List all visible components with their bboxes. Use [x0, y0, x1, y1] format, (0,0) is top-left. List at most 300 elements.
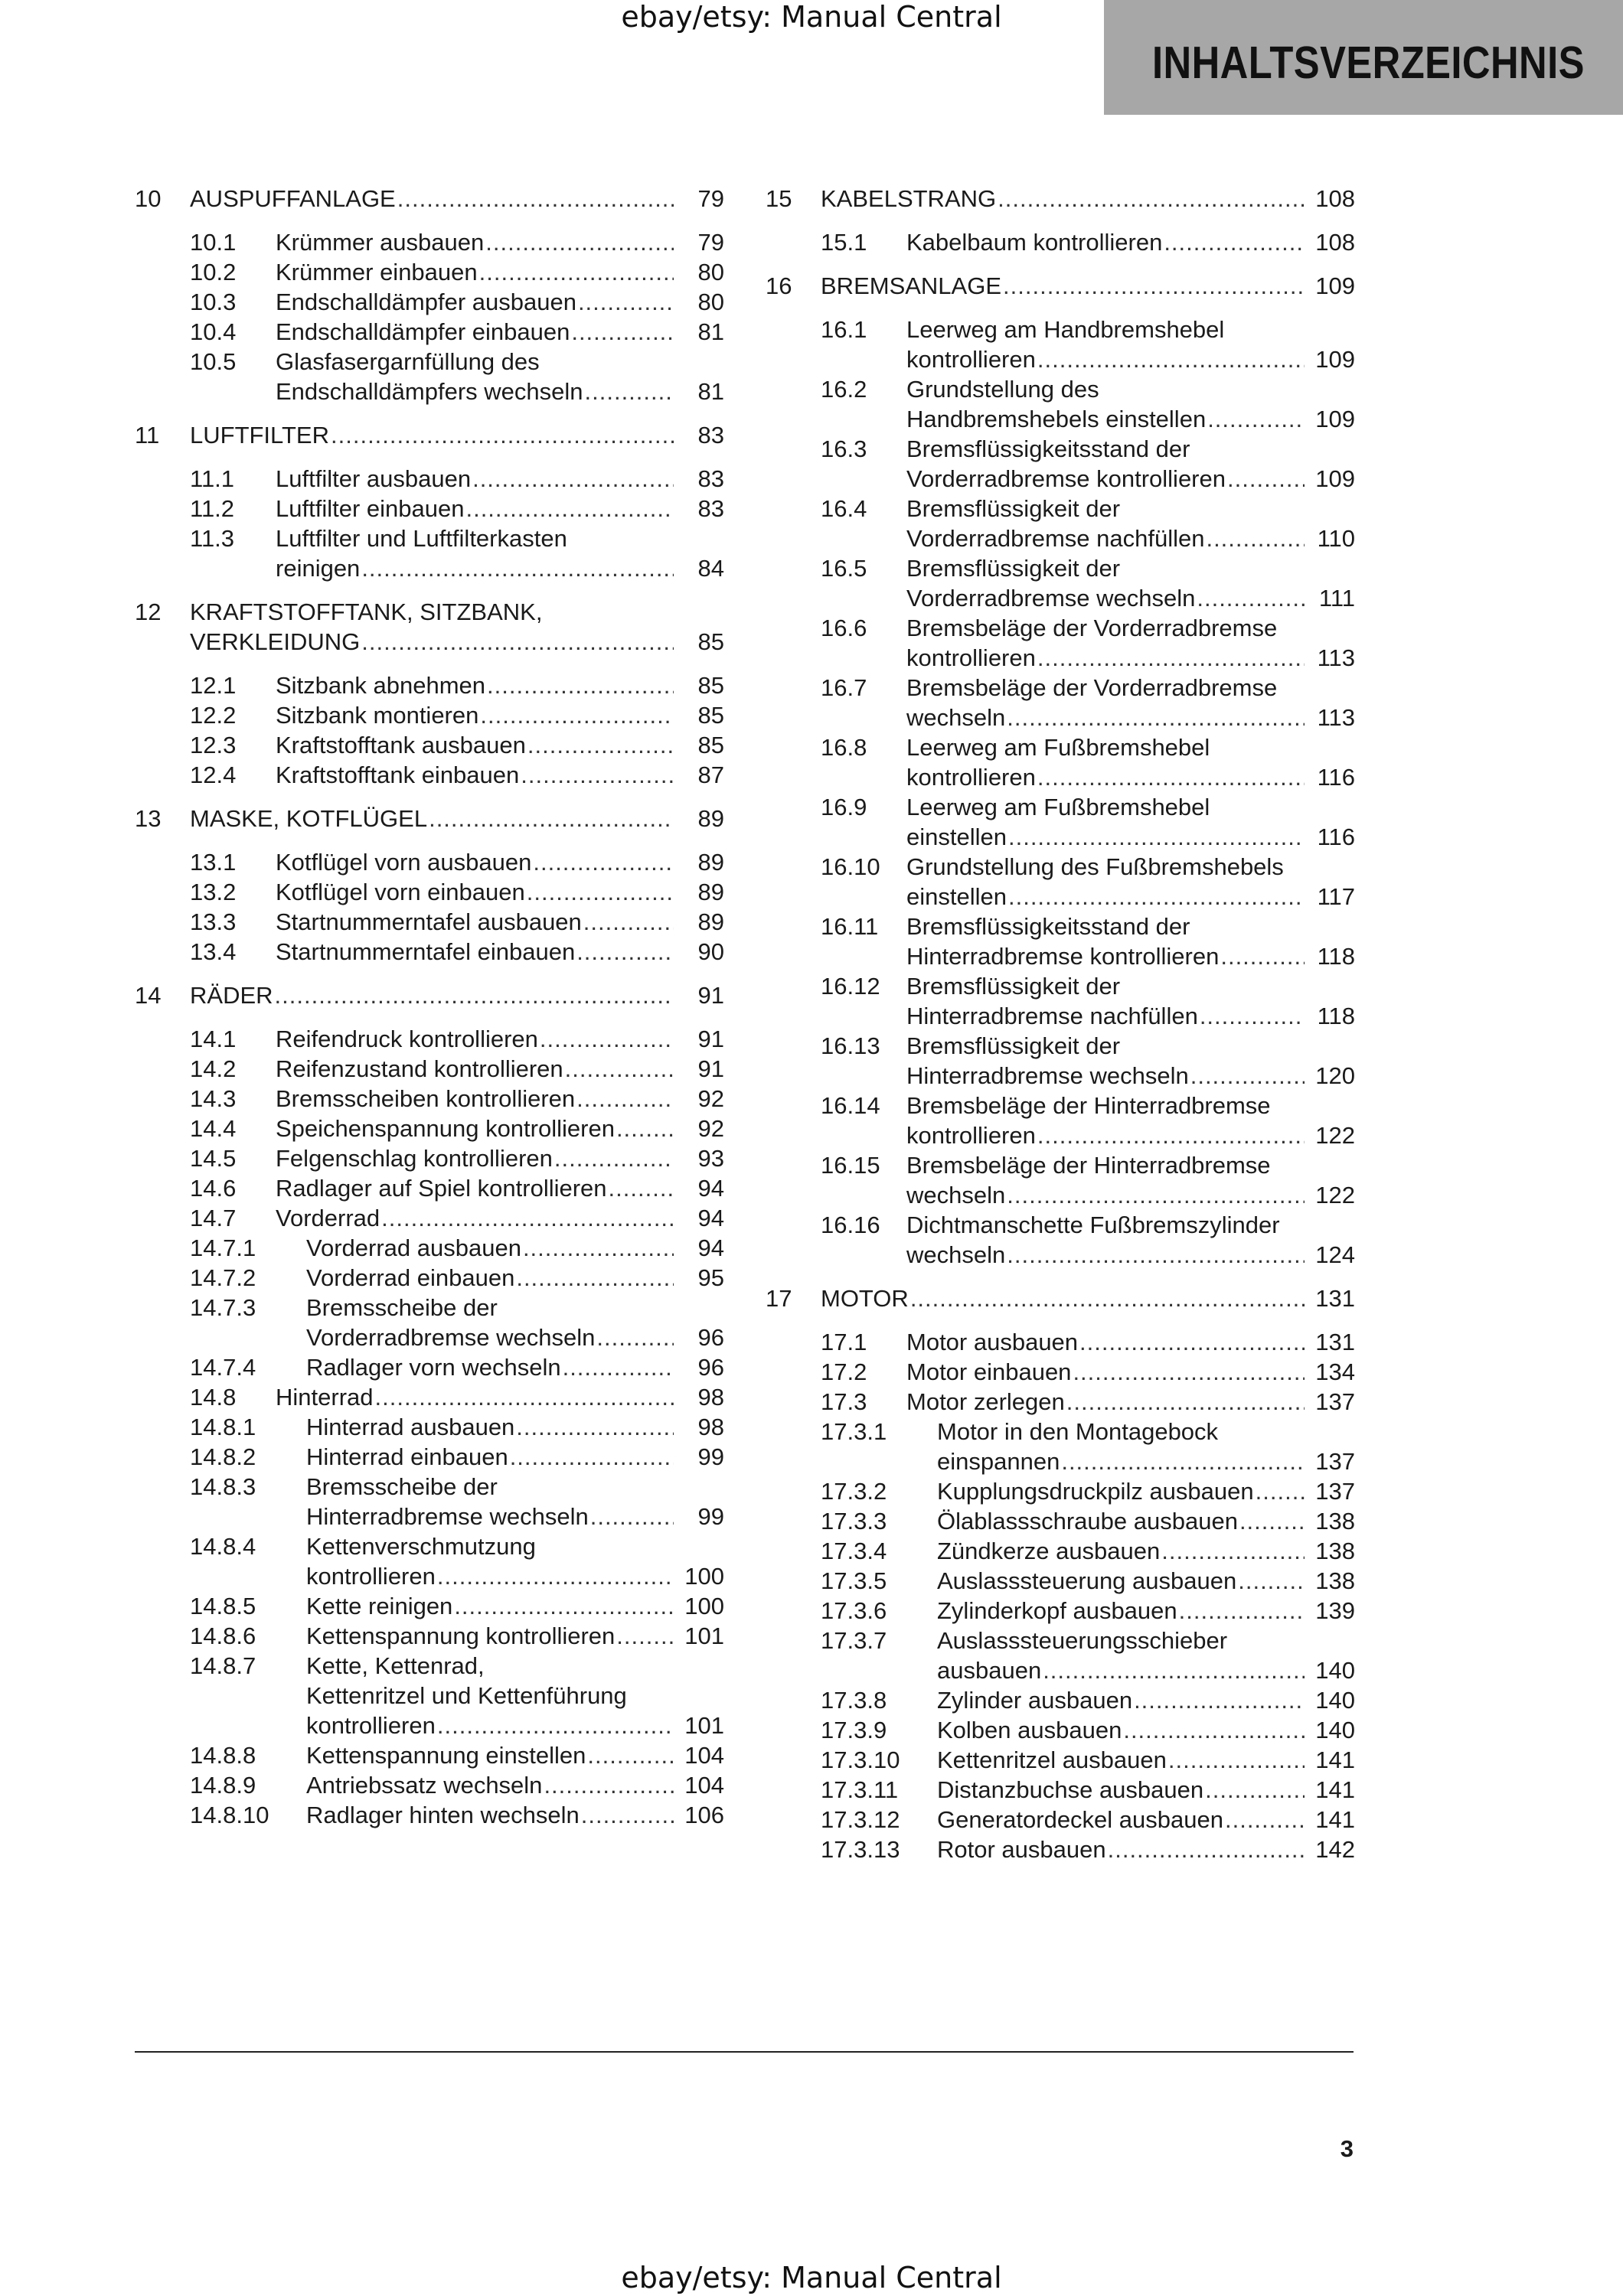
- toc-entry-title: MASKE, KOTFLÜGEL: [190, 805, 428, 832]
- dot-leader: [571, 317, 674, 347]
- page-number: 3: [1340, 2135, 1354, 2162]
- toc-entry-title: Bremsflüssigkeit der: [906, 495, 1121, 522]
- dot-leader: [578, 287, 674, 317]
- toc-entry-number: 10.1: [190, 229, 237, 256]
- toc-entry-number: 16.4: [821, 495, 867, 522]
- toc-entry-title: Grundstellung des: [906, 376, 1099, 403]
- dot-leader: [590, 1502, 674, 1531]
- toc-entry-title: kontrollieren: [906, 1122, 1036, 1149]
- toc-page-number: 118: [1317, 943, 1355, 970]
- toc-entry[interactable]: [135, 1084, 724, 1114]
- dot-leader: [563, 1352, 674, 1382]
- toc-page-number: 104: [684, 1772, 724, 1799]
- toc-entry-title: Vorderradbremse wechseln: [906, 585, 1196, 612]
- toc-page-number: 85: [697, 732, 724, 758]
- toc-entry-title: KABELSTRANG: [821, 185, 997, 212]
- toc-page-number: 89: [697, 908, 724, 935]
- dot-leader: [1256, 1476, 1305, 1506]
- toc-entry[interactable]: [135, 1651, 724, 1740]
- toc-entry-number: 15.1: [821, 229, 867, 256]
- dot-leader: [375, 1382, 674, 1412]
- toc-entry[interactable]: [135, 317, 724, 347]
- toc-entry[interactable]: [766, 494, 1355, 553]
- toc-entry[interactable]: [766, 1835, 1355, 1864]
- toc-section[interactable]: [135, 804, 724, 833]
- toc-column-right: [766, 184, 1355, 1864]
- toc-page-number: 131: [1315, 1329, 1355, 1355]
- toc-entry-title: Zylinder ausbauen: [937, 1687, 1133, 1714]
- toc-entry[interactable]: [766, 1536, 1355, 1566]
- toc-entry[interactable]: [135, 670, 724, 700]
- toc-page-number: 106: [684, 1802, 724, 1828]
- toc-entry-number: 12.4: [190, 762, 237, 788]
- toc-entry[interactable]: [766, 1031, 1355, 1091]
- toc-page-number: 108: [1315, 185, 1355, 212]
- toc-entry-title: Zylinderkopf ausbauen: [937, 1597, 1177, 1624]
- dot-leader: [429, 804, 674, 833]
- toc-section[interactable]: [135, 184, 724, 214]
- toc-entry-number: 17.3.8: [821, 1687, 887, 1714]
- toc-page-number: 137: [1315, 1478, 1355, 1505]
- toc-entry-title: Hinterradbremse wechseln: [306, 1503, 589, 1530]
- toc-page-number: 96: [697, 1324, 724, 1351]
- toc-page-number: 117: [1317, 883, 1355, 910]
- toc-entry-title: Hinterradbremse wechseln: [906, 1062, 1189, 1089]
- toc-entry[interactable]: [135, 730, 724, 760]
- toc-entry[interactable]: [135, 1143, 724, 1173]
- toc-entry[interactable]: [135, 1263, 724, 1293]
- toc-entry[interactable]: [135, 1621, 724, 1651]
- toc-entry[interactable]: [766, 1357, 1355, 1387]
- dot-leader: [480, 700, 674, 730]
- dot-leader: [437, 1711, 674, 1740]
- toc-page-number: 139: [1315, 1597, 1355, 1624]
- toc-entry-title: wechseln: [906, 704, 1006, 731]
- dot-leader: [576, 937, 674, 967]
- dot-leader: [1008, 822, 1305, 852]
- toc-entry-title: Hinterradbremse kontrollieren: [906, 943, 1220, 970]
- toc-page-number: 111: [1318, 585, 1355, 612]
- dot-leader: [472, 464, 674, 494]
- page-title: INHALTSVERZEICHNIS: [1152, 38, 1585, 88]
- dot-leader: [521, 760, 674, 790]
- toc-entry[interactable]: [766, 553, 1355, 613]
- toc-entry-title: Bremsflüssigkeit der: [906, 1032, 1121, 1059]
- dot-leader: [527, 730, 674, 760]
- dot-leader: [1008, 882, 1305, 912]
- toc-entry[interactable]: [135, 1531, 724, 1591]
- toc-entry-number: 10.2: [190, 259, 237, 285]
- toc-entry-title: Radlager hinten wechseln: [306, 1802, 580, 1828]
- toc-page-number: 120: [1315, 1062, 1355, 1089]
- toc-entry[interactable]: [135, 1591, 724, 1621]
- dot-leader: [454, 1591, 674, 1621]
- toc-entry-title: LUFTFILTER: [190, 422, 329, 448]
- toc-entry[interactable]: [766, 1566, 1355, 1596]
- dot-leader: [485, 227, 674, 257]
- toc-page-number: 98: [697, 1414, 724, 1440]
- toc-entry[interactable]: [135, 1233, 724, 1263]
- toc-entry[interactable]: [135, 1800, 724, 1830]
- toc-page-number: 104: [684, 1742, 724, 1769]
- toc-entry-title: reinigen: [276, 555, 361, 582]
- toc-entry-title: KRAFTSTOFFTANK, SITZBANK,: [190, 598, 543, 625]
- dot-leader: [587, 1740, 674, 1770]
- dot-leader: [576, 1084, 674, 1114]
- toc-entry[interactable]: [766, 1476, 1355, 1506]
- dot-leader: [1123, 1715, 1305, 1745]
- toc-entry[interactable]: [766, 792, 1355, 852]
- toc-entry[interactable]: [135, 1352, 724, 1382]
- dot-leader: [1220, 941, 1305, 971]
- toc-entry[interactable]: [766, 1596, 1355, 1626]
- toc-entry-number: 17.3.7: [821, 1627, 887, 1654]
- toc-entry-title: Motor einbauen: [906, 1358, 1072, 1385]
- toc-entry[interactable]: [766, 1417, 1355, 1476]
- toc-section[interactable]: [135, 597, 724, 657]
- toc-entry-title: Felgenschlag kontrollieren: [276, 1145, 553, 1172]
- toc-entry[interactable]: [135, 494, 724, 523]
- toc-entry[interactable]: [135, 1203, 724, 1233]
- toc-entry-title: Glasfasergarnfüllung des: [276, 348, 540, 375]
- toc-entry-title: Luftfilter ausbauen: [276, 465, 472, 492]
- toc-page-number: 141: [1315, 1806, 1355, 1833]
- toc-entry-title: AUSPUFFANLAGE: [190, 185, 396, 212]
- toc-page-number: 92: [697, 1115, 724, 1142]
- toc-entry-number: 16.11: [821, 913, 879, 940]
- toc-entry[interactable]: [135, 1442, 724, 1472]
- toc-entry-title: BREMSANLAGE: [821, 272, 1002, 299]
- toc-page-number: 80: [697, 259, 724, 285]
- toc-entry[interactable]: [135, 1024, 724, 1054]
- toc-page-number: 89: [697, 805, 724, 832]
- dot-leader: [1164, 227, 1305, 257]
- toc-entry-title: Kraftstofftank ausbauen: [276, 732, 526, 758]
- toc-entry[interactable]: [766, 1091, 1355, 1150]
- toc-entry-number: 14.7.3: [190, 1294, 256, 1321]
- toc-entry-number: 17.3.10: [821, 1746, 900, 1773]
- toc-entry[interactable]: [135, 1114, 724, 1143]
- toc-entry-number: 14.5: [190, 1145, 237, 1172]
- dot-leader: [1037, 643, 1305, 673]
- toc-entry-title: Bremsflüssigkeit der: [906, 973, 1121, 1000]
- dot-leader: [1206, 523, 1305, 553]
- toc-page-number: 101: [684, 1712, 724, 1739]
- toc-page-number: 79: [697, 185, 724, 212]
- toc-entry-number: 11.3: [190, 525, 235, 552]
- toc-entry[interactable]: [766, 1150, 1355, 1210]
- toc-entry-title: wechseln: [906, 1241, 1006, 1268]
- toc-page-number: 141: [1315, 1746, 1355, 1773]
- toc-entry[interactable]: [135, 1740, 724, 1770]
- dot-leader: [437, 1561, 674, 1591]
- toc-entry-number: 17.3.9: [821, 1717, 887, 1743]
- toc-page-number: 91: [697, 1055, 724, 1082]
- dot-leader: [275, 980, 674, 1010]
- toc-page-number: 91: [697, 982, 724, 1009]
- toc-page-number: 109: [1315, 465, 1355, 492]
- toc-entry-number: 17.3.4: [821, 1538, 887, 1564]
- toc-entry-number: 14.2: [190, 1055, 237, 1082]
- toc-entry-number: 16.1: [821, 316, 867, 343]
- toc-entry-title: Handbremshebels einstellen: [906, 406, 1207, 432]
- toc-entry-title: Ölablassschraube ausbauen: [937, 1508, 1238, 1534]
- toc-entry[interactable]: [766, 1745, 1355, 1775]
- dot-leader: [527, 877, 674, 907]
- toc-entry[interactable]: [135, 1382, 724, 1412]
- toc-page-number: 137: [1315, 1448, 1355, 1475]
- toc-entry[interactable]: [135, 1293, 724, 1352]
- toc-entry-title: Vorderradbremse kontrollieren: [906, 465, 1226, 492]
- toc-entry[interactable]: [766, 732, 1355, 792]
- toc-column-left: [135, 184, 724, 1830]
- toc-page-number: 96: [697, 1354, 724, 1381]
- toc-entry-number: 17.3.11: [821, 1776, 899, 1803]
- toc-page-number: 109: [1315, 272, 1355, 299]
- toc-entry[interactable]: [135, 523, 724, 583]
- toc-entry[interactable]: [766, 1327, 1355, 1357]
- toc-entry[interactable]: [135, 760, 724, 790]
- toc-section[interactable]: [766, 271, 1355, 301]
- toc-page-number: 140: [1315, 1687, 1355, 1714]
- toc-entry[interactable]: [135, 907, 724, 937]
- toc-entry[interactable]: [135, 847, 724, 877]
- toc-entry-number: 16.15: [821, 1152, 880, 1179]
- dot-leader: [565, 1054, 674, 1084]
- toc-entry-title: kontrollieren: [906, 346, 1036, 373]
- dot-leader: [1073, 1357, 1305, 1387]
- toc-entry-title: Kupplungsdruckpilz ausbauen: [937, 1478, 1254, 1505]
- toc-entry[interactable]: [766, 1506, 1355, 1536]
- dot-leader: [510, 1442, 674, 1472]
- toc-page-number: 99: [697, 1443, 724, 1470]
- toc-section[interactable]: [135, 980, 724, 1010]
- toc-entry-title: Auslasssteuerung ausbauen: [937, 1567, 1237, 1594]
- toc-page-number: 98: [697, 1384, 724, 1411]
- toc-entry-title: Vorderradbremse nachfüllen: [906, 525, 1205, 552]
- toc-entry[interactable]: [135, 287, 724, 317]
- toc-entry-title: Reifendruck kontrollieren: [276, 1026, 538, 1052]
- toc-entry[interactable]: [766, 1715, 1355, 1745]
- toc-entry-title: Bremsflüssigkeit der: [906, 555, 1121, 582]
- toc-entry-title: Hinterrad: [276, 1384, 374, 1411]
- toc-entry-title: Bremsbeläge der Vorderradbremse: [906, 615, 1278, 641]
- toc-entry-title: Vorderrad einbauen: [306, 1264, 515, 1291]
- toc-section[interactable]: [766, 1283, 1355, 1313]
- toc-entry-number: 16.10: [821, 853, 880, 880]
- toc-page-number: 83: [697, 465, 724, 492]
- toc-entry[interactable]: [766, 613, 1355, 673]
- toc-entry-title: Vorderradbremse wechseln: [306, 1324, 596, 1351]
- toc-entry[interactable]: [766, 1210, 1355, 1270]
- toc-entry-number: 16.7: [821, 674, 867, 701]
- toc-entry-number: 14.3: [190, 1085, 237, 1112]
- toc-page-number: 113: [1317, 704, 1355, 731]
- toc-entry-title: VERKLEIDUNG: [190, 628, 361, 655]
- toc-entry-title: kontrollieren: [306, 1563, 436, 1590]
- toc-entry-title: Motor zerlegen: [906, 1388, 1065, 1415]
- dot-leader: [1066, 1387, 1305, 1417]
- toc-page-number: 137: [1315, 1388, 1355, 1415]
- toc-entry-title: Motor ausbauen: [906, 1329, 1079, 1355]
- dot-leader: [1043, 1655, 1305, 1685]
- toc-entry-number: 10.5: [190, 348, 237, 375]
- toc-page-number: 100: [684, 1593, 724, 1619]
- toc-entry-title: Kabelbaum kontrollieren: [906, 229, 1163, 256]
- toc-entry-number: 16.14: [821, 1092, 880, 1119]
- toc-entry[interactable]: [766, 1805, 1355, 1835]
- dot-leader: [465, 494, 674, 523]
- toc-entry-number: 11: [135, 422, 160, 448]
- toc-entry[interactable]: [135, 1770, 724, 1800]
- dot-leader: [1225, 1805, 1305, 1835]
- toc-entry-number: 14.8.5: [190, 1593, 256, 1619]
- toc-entry-title: Dichtmanschette Fußbremszylinder: [906, 1212, 1280, 1238]
- toc-entry[interactable]: [135, 1412, 724, 1442]
- dot-leader: [1007, 1240, 1305, 1270]
- toc-entry-number: 16.16: [821, 1212, 880, 1238]
- toc-entry[interactable]: [766, 912, 1355, 971]
- toc-page-number: 83: [697, 422, 724, 448]
- toc-entry-title: Generatordeckel ausbauen: [937, 1806, 1223, 1833]
- dot-leader: [544, 1770, 674, 1800]
- dot-leader: [1190, 1061, 1305, 1091]
- toc-entry-title: Startnummerntafel einbauen: [276, 938, 576, 965]
- toc-entry-number: 14.8.7: [190, 1652, 256, 1679]
- dot-leader: [616, 1114, 674, 1143]
- toc-page-number: 138: [1315, 1538, 1355, 1564]
- toc-entry-number: 16.3: [821, 435, 867, 462]
- toc-entry[interactable]: [135, 464, 724, 494]
- toc-entry[interactable]: [135, 700, 724, 730]
- toc-page-number: 89: [697, 849, 724, 876]
- toc-entry-number: 14.8.6: [190, 1623, 256, 1649]
- toc-entry-title: Endschalldämpfer einbauen: [276, 318, 570, 345]
- toc-page-number: 134: [1315, 1358, 1355, 1385]
- dot-leader: [554, 1143, 674, 1173]
- toc-entry[interactable]: [135, 1173, 724, 1203]
- toc-entry-title: Kettenritzel und Kettenführung: [306, 1682, 627, 1709]
- toc-entry[interactable]: [135, 227, 724, 257]
- toc-entry-title: Bremsscheibe der: [306, 1294, 498, 1321]
- dot-leader: [1037, 762, 1305, 792]
- toc-entry[interactable]: [766, 852, 1355, 912]
- dot-leader: [581, 1800, 674, 1830]
- toc-entry[interactable]: [135, 257, 724, 287]
- toc-page-number: 95: [697, 1264, 724, 1291]
- toc-entry[interactable]: [766, 1775, 1355, 1805]
- toc-entry-title: einstellen: [906, 883, 1007, 910]
- toc-entry[interactable]: [135, 1054, 724, 1084]
- toc-entry-number: 16.6: [821, 615, 867, 641]
- toc-entry[interactable]: [135, 347, 724, 406]
- toc-entry[interactable]: [135, 877, 724, 907]
- toc-entry-title: Krümmer einbauen: [276, 259, 478, 285]
- dot-leader: [616, 1621, 674, 1651]
- toc-page-number: 138: [1315, 1508, 1355, 1534]
- toc-page-number: 91: [697, 1026, 724, 1052]
- dot-leader: [1003, 271, 1305, 301]
- toc-entry-title: Luftfilter einbauen: [276, 495, 465, 522]
- toc-page-number: 140: [1315, 1717, 1355, 1743]
- toc-entry[interactable]: [766, 227, 1355, 257]
- toc-entry-number: 17.1: [821, 1329, 867, 1355]
- toc-section[interactable]: [766, 184, 1355, 214]
- dot-leader: [1207, 404, 1305, 434]
- toc-page-number: 83: [697, 495, 724, 522]
- watermark-top: ebay/etsy: Manual Central: [621, 0, 1002, 34]
- dot-leader: [1205, 1775, 1305, 1805]
- toc-page-number: 110: [1317, 525, 1355, 552]
- toc-entry-title: kontrollieren: [906, 644, 1036, 671]
- dot-leader: [523, 1233, 674, 1263]
- dot-leader: [609, 1173, 674, 1203]
- toc-entry-title: Zündkerze ausbauen: [937, 1538, 1161, 1564]
- toc-page-number: 122: [1315, 1122, 1355, 1149]
- toc-entry[interactable]: [766, 1387, 1355, 1417]
- toc-entry-title: Kettenspannung kontrollieren: [306, 1623, 616, 1649]
- dot-leader: [516, 1412, 674, 1442]
- toc-entry[interactable]: [135, 1472, 724, 1531]
- toc-page-number: 81: [697, 318, 724, 345]
- toc-entry-title: Leerweg am Handbremshebel: [906, 316, 1225, 343]
- dot-leader: [1037, 1120, 1305, 1150]
- dot-leader: [1161, 1536, 1305, 1566]
- toc-entry-title: Speichenspannung kontrollieren: [276, 1115, 615, 1142]
- toc-page-number: 85: [697, 672, 724, 699]
- toc-entry-title: Vorderrad: [276, 1205, 380, 1231]
- toc-page-number: 142: [1315, 1836, 1355, 1863]
- toc-page-number: 116: [1317, 823, 1355, 850]
- toc-page-number: 109: [1315, 346, 1355, 373]
- toc-entry-number: 14.8.8: [190, 1742, 256, 1769]
- toc-entry-number: 15: [766, 185, 792, 212]
- toc-entry-number: 17.3.1: [821, 1418, 887, 1445]
- toc-entry-title: Kette, Kettenrad,: [306, 1652, 485, 1679]
- toc-entry[interactable]: [766, 673, 1355, 732]
- toc-entry-number: 13: [135, 805, 162, 832]
- dot-leader: [1007, 703, 1305, 732]
- dot-leader: [479, 257, 674, 287]
- toc-page-number: 124: [1315, 1241, 1355, 1268]
- toc-entry-title: Kolben ausbauen: [937, 1717, 1122, 1743]
- toc-page-number: 85: [697, 702, 724, 729]
- toc-entry[interactable]: [766, 434, 1355, 494]
- toc-entry-title: Auslasssteuerungsschieber: [937, 1627, 1228, 1654]
- dot-leader: [1238, 1566, 1305, 1596]
- toc-entry[interactable]: [766, 1685, 1355, 1715]
- toc-entry-title: Endschalldämpfer ausbauen: [276, 289, 576, 315]
- toc-entry-number: 17.3.2: [821, 1478, 887, 1505]
- toc-entry-number: 16.8: [821, 734, 867, 761]
- toc-entry-title: Bremsflüssigkeitsstand der: [906, 913, 1190, 940]
- toc-page-number: 90: [697, 938, 724, 965]
- toc-entry[interactable]: [135, 937, 724, 967]
- toc-entry-title: Vorderrad ausbauen: [306, 1234, 521, 1261]
- toc-entry-number: 14.7.2: [190, 1264, 256, 1291]
- toc-entry-title: Bremsbeläge der Vorderradbremse: [906, 674, 1278, 701]
- dot-leader: [1179, 1596, 1305, 1626]
- toc-entry-number: 17.3.12: [821, 1806, 900, 1833]
- toc-entry-number: 14: [135, 982, 162, 1009]
- toc-entry[interactable]: [766, 374, 1355, 434]
- toc-entry[interactable]: [766, 971, 1355, 1031]
- toc-section[interactable]: [135, 420, 724, 450]
- toc-entry-number: 16.9: [821, 794, 867, 820]
- toc-entry[interactable]: [766, 315, 1355, 374]
- toc-entry-title: Kotflügel vorn ausbauen: [276, 849, 532, 876]
- toc-entry[interactable]: [766, 1626, 1355, 1685]
